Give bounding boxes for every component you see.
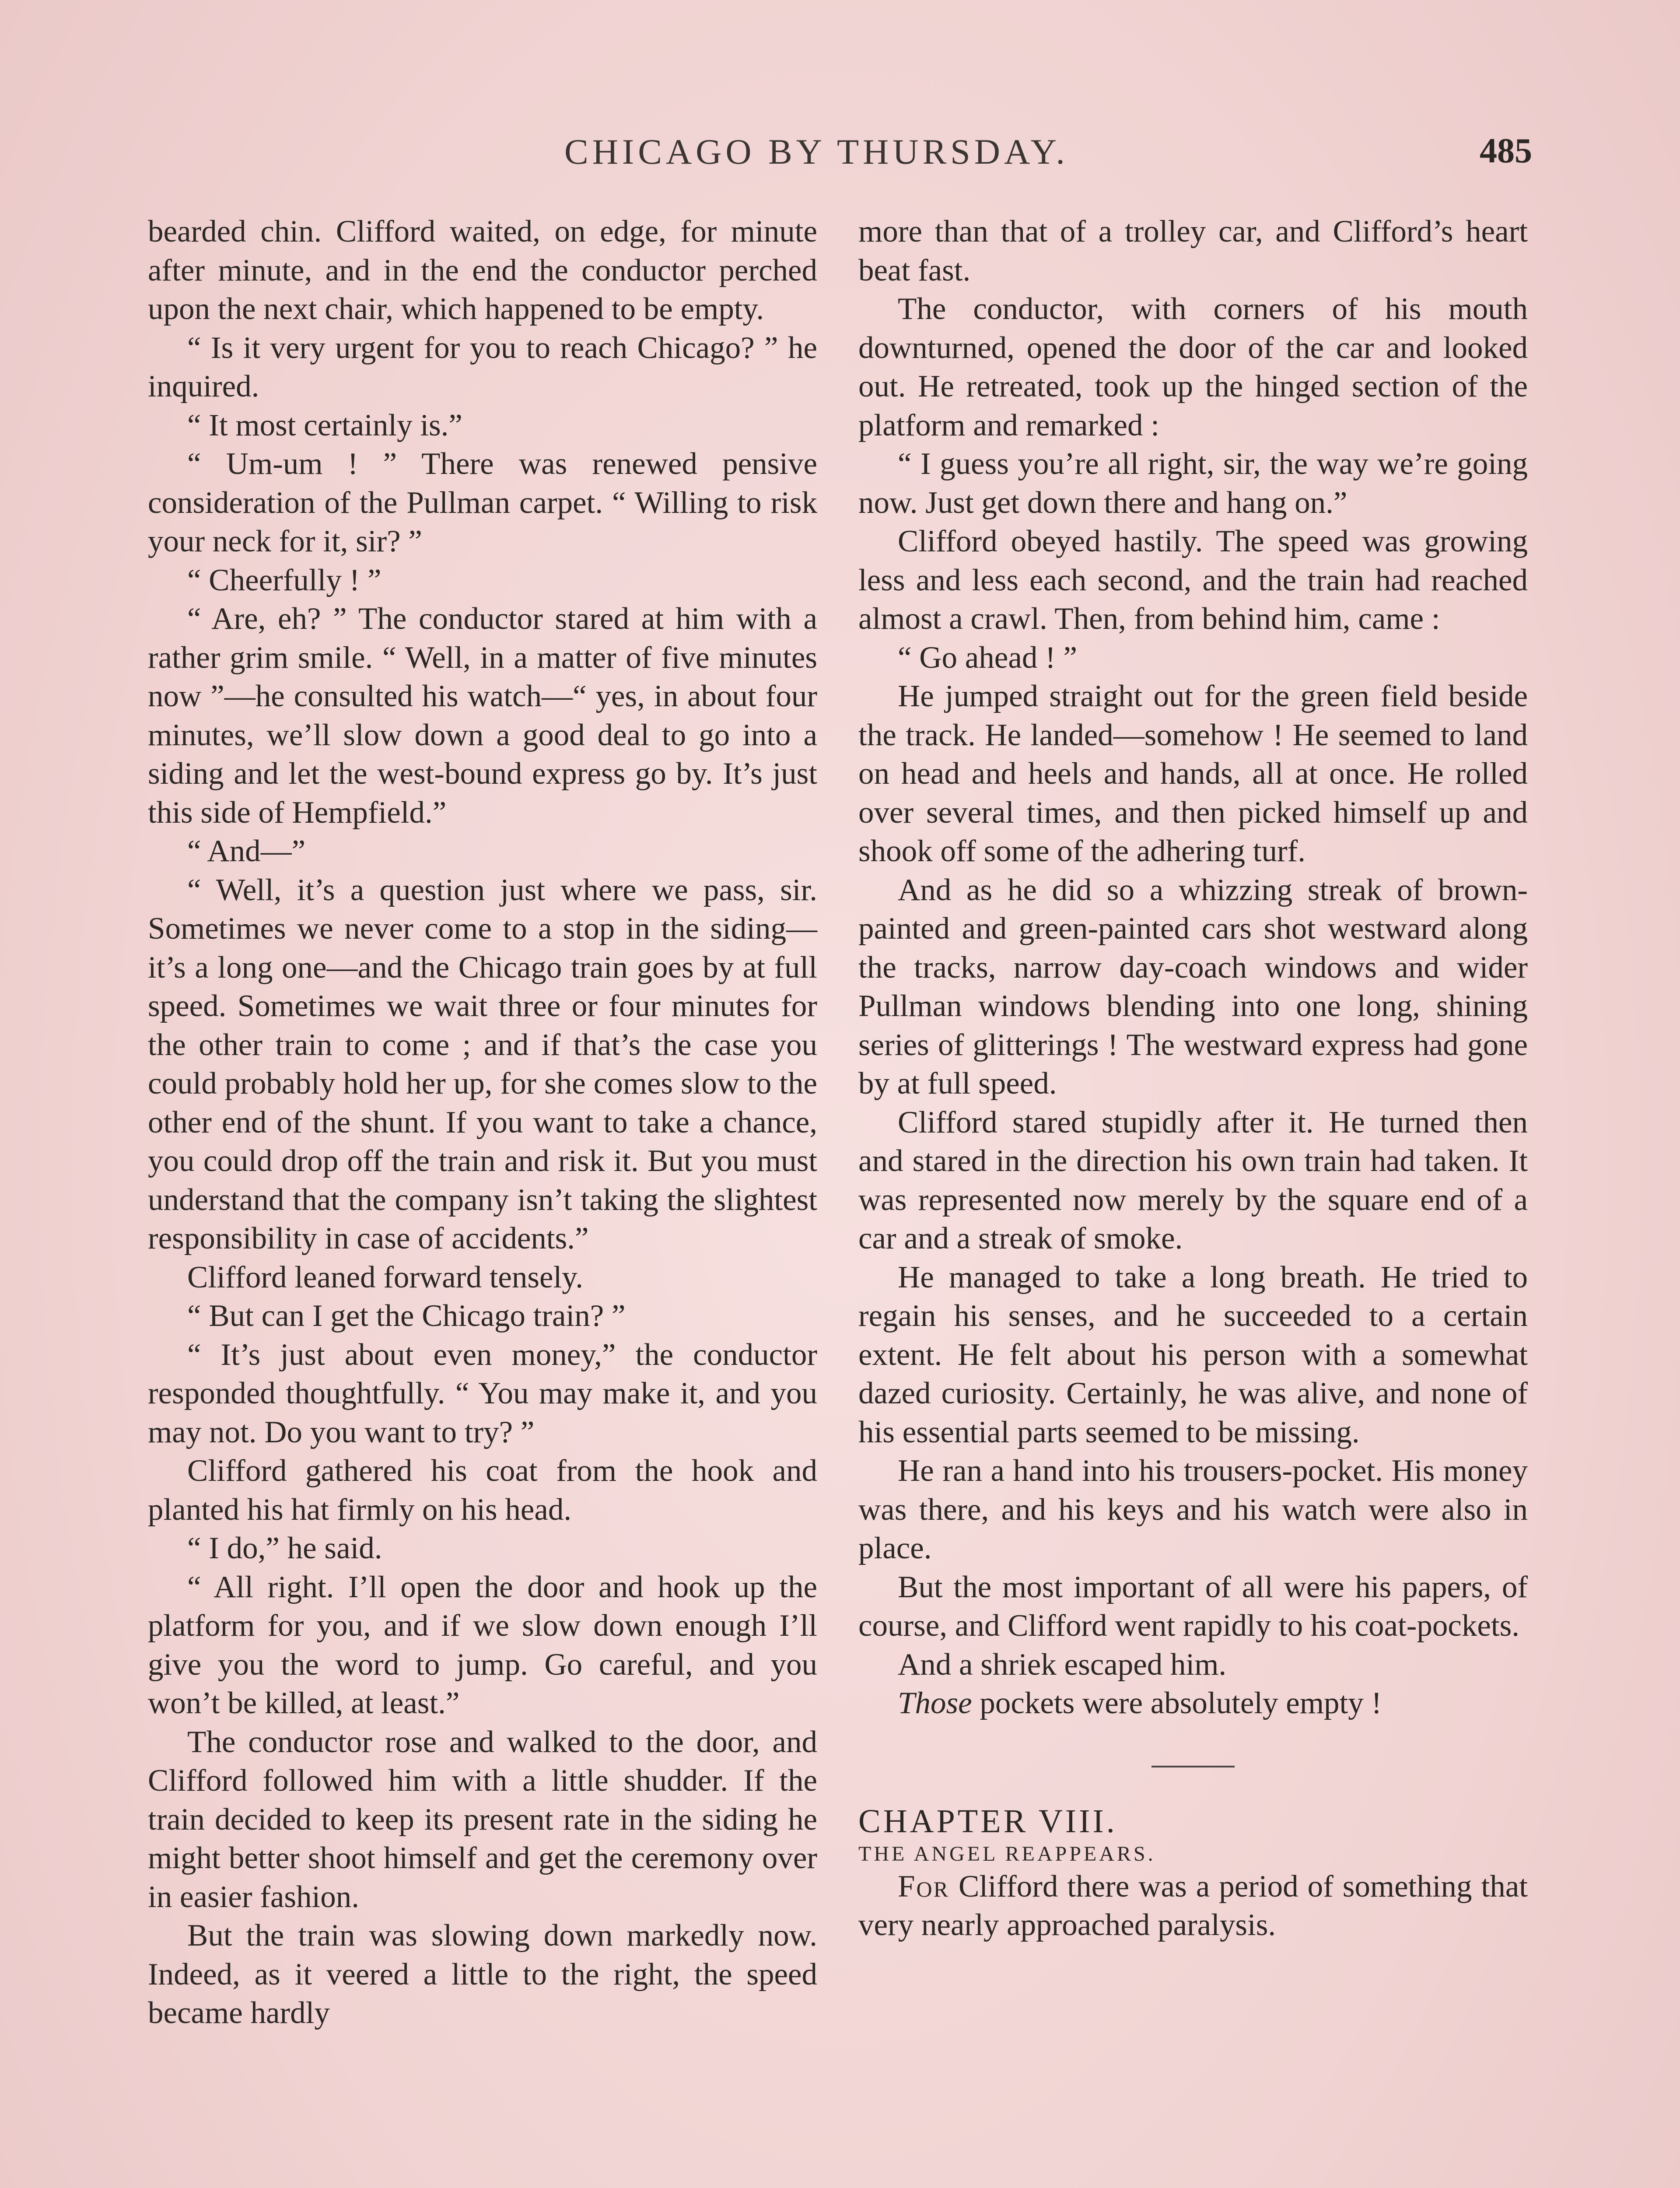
paragraph: He managed to take a long breath. He tried to regain his senses, and he succeeded to a certain extent. He felt about his person with a somewhat dazed curiosity. Certainly, he was alive, and none of his essential parts seemed to be missing.: [858, 1260, 1528, 1449]
paragraph: But the train was slowing down markedly now. Indeed, as it veered a little to the right, the speed became hardly: [148, 1918, 817, 2030]
last-paragraph: [858, 1684, 1528, 1723]
paragraph: The conductor, with corners of his mouth downturned, opened the door of the car and looked out. He retreated, took up the hinged section of the platform and remarked :: [858, 292, 1528, 442]
running-head: CHICAGO BY THURSDAY.: [564, 132, 1069, 172]
opening-smallcaps: For: [898, 1869, 949, 1904]
paragraph: “ Cheerfully ! ”: [187, 563, 382, 597]
section-rule: [1152, 1766, 1235, 1767]
paragraph: “ And—”: [187, 834, 306, 868]
paragraph: “ Are, eh? ” The conductor stared at him with a rather grim smile. “ Well, in a matter of five minutes now ”—he consulted his watch—“ yes, in about four minutes, we’ll slow down a good deal to go into a siding and let the west-bound express go by. It’s just this side of Hempfield.”: [148, 602, 817, 830]
paragraph: “ It most certainly is.”: [187, 408, 462, 442]
paragraph: Clifford stared stupidly after it. He turned then and stared in the direction his own train had taken. It was represented now merely by the square end of a car and a streak of smoke.: [858, 1105, 1528, 1255]
paragraph: “ Go ahead ! ”: [898, 640, 1077, 675]
paragraph: Clifford leaned forward tensely.: [187, 1260, 583, 1294]
left-column: [148, 212, 817, 2033]
chapter-heading: CHAPTER VIII.: [858, 1802, 1117, 1840]
paragraph: But the most important of all were his papers, of course, and Clifford went rapidly to his coat-pockets.: [858, 1570, 1528, 1643]
chapter-opening-paragraph: [858, 1867, 1528, 1945]
paragraph: “ I do,” he said.: [187, 1531, 382, 1565]
chapter-title: THE ANGEL REAPPEARS.: [858, 1842, 1156, 1865]
paragraph: more than that of a trolley car, and Clifford’s heart beat fast.: [858, 214, 1528, 288]
paragraph: And as he did so a whizzing streak of brown-painted and green-painted cars shot westward along the tracks, narrow day-coach windows and wider Pullman windows blending into one long, shining series of glitterings ! The westward express had gone by at full speed.: [858, 873, 1528, 1101]
paragraph: bearded chin. Clifford waited, on edge, for minute after minute, and in the end the conductor perched upon the next chair, which happened to be empty.: [148, 214, 817, 326]
paragraph: “ But can I get the Chicago train? ”: [187, 1299, 626, 1333]
paragraph: “ All right. I’ll open the door and hook up the platform for you, and if we slow down enough I’ll give you the word to jump. Go careful, and you won’t be killed, at least.”: [148, 1570, 817, 1720]
paragraph: He ran a hand into his trousers-pocket. His money was there, and his keys and his watch were also in place.: [858, 1454, 1528, 1565]
last-paragraph-text: pockets were absolutely empty !: [972, 1686, 1382, 1720]
paragraph: Clifford gathered his coat from the hook and planted his hat firmly on his head.: [148, 1454, 817, 1527]
paragraph: “ Is it very urgent for you to reach Chicago? ” he inquired.: [148, 330, 817, 403]
right-column: [858, 212, 1528, 1945]
paragraph: And a shriek escaped him.: [898, 1647, 1227, 1682]
paragraph: “ Well, it’s a question just where we pass, sir. Sometimes we never come to a stop in the siding—it’s a long one—and the Chicago train goes by at full speed. Sometimes we wait three or four minutes for the other train to come ; and if that’s the case you could probably hold her up, for she comes slow to the other end of the shunt. If you want to take a chance, you could drop off the train and risk it. But you must understand that the company isn’t taking the slightest responsibility in case of accidents.”: [148, 873, 817, 1255]
paragraph: He jumped straight out for the green field beside the track. He landed—somehow ! He seemed to land on head and heels and hands, all at once. He rolled over several times, and then picked himself up and shook off some of the adhering turf.: [858, 679, 1528, 868]
paragraph: “ I guess you’re all right, sir, the way we’re going now. Just get down there and hang on.”: [858, 447, 1528, 520]
emphasis-word: Those: [898, 1686, 972, 1720]
opening-text: Clifford there was a period of something that very nearly approached paralysis.: [858, 1869, 1528, 1942]
page-number: 485: [1480, 132, 1532, 170]
paragraph: “ Um-um ! ” There was renewed pensive consideration of the Pullman carpet. “ Willing to risk your neck for it, sir? ”: [148, 447, 817, 558]
paragraph: The conductor rose and walked to the door, and Clifford followed him with a little shudder. If the train decided to keep its present rate in the siding he might better shoot himself and get the ceremony over in easier fashion.: [148, 1725, 817, 1914]
paragraph: “ It’s just about even money,” the conductor responded thoughtfully. “ You may make it, and you may not. Do you want to try? ”: [148, 1337, 817, 1449]
paragraph: Clifford obeyed hastily. The speed was growing less and less each second, and the train had reached almost a crawl. Then, from behind him, came :: [858, 524, 1528, 636]
